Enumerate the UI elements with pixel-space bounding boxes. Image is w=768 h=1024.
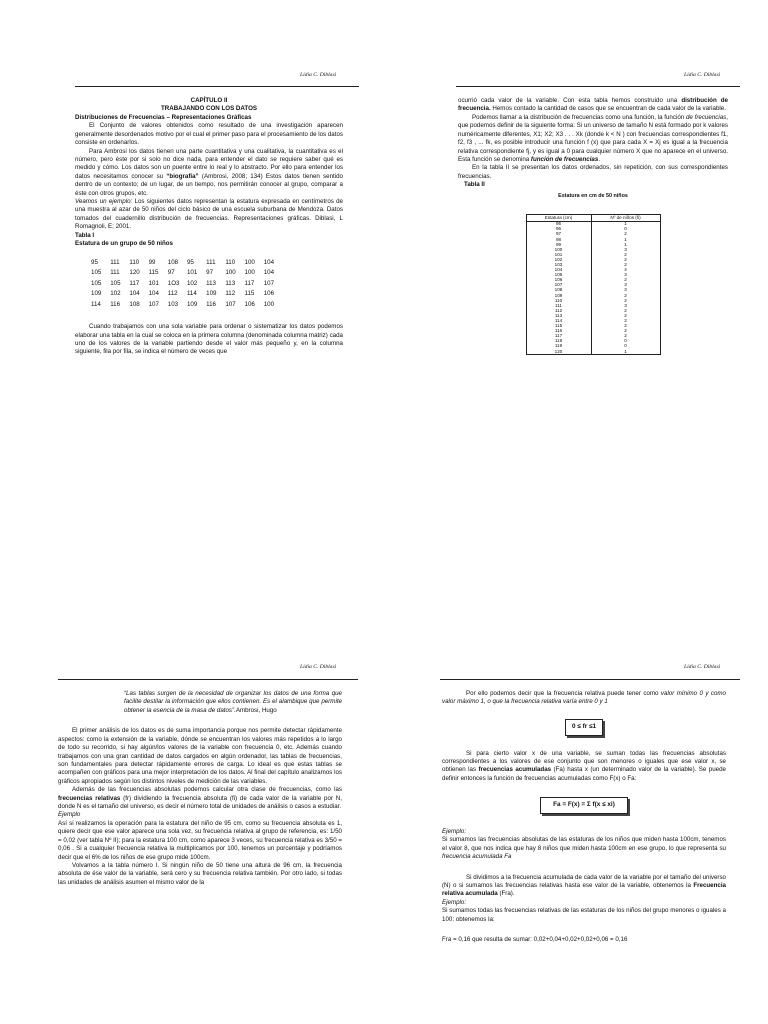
page1-header-rule: [75, 86, 359, 87]
height-cell: 113: [526, 314, 591, 319]
page2-header-author: Lidia C. Diblasi: [684, 72, 721, 78]
data-grid-cell: 102: [186, 279, 198, 287]
data-grid-row: [91, 269, 343, 280]
height-cell: 107: [526, 283, 591, 288]
data-grid-row: [91, 280, 343, 291]
chapter-number: CAPÍTULO II: [190, 97, 228, 104]
count-cell: 2: [591, 324, 660, 329]
data-grid-cell: 101: [186, 269, 198, 277]
height-cell: 112: [526, 309, 591, 314]
page3-header-author: Lidia C. Diblasi: [300, 664, 337, 670]
count-cell: 1: [591, 349, 660, 355]
data-grid-cell: 106: [244, 300, 255, 308]
example-label: Ejemplo: [58, 811, 81, 819]
count-cell: 1: [591, 237, 660, 242]
height-cell: 120: [526, 349, 591, 355]
data-grid-cell: 117: [129, 279, 140, 287]
data-grid-cell: 105: [91, 279, 102, 287]
data-grid-cell: 101: [148, 279, 159, 287]
table-title: Estatura de un grupo de 50 niños: [75, 240, 173, 248]
data-grid-row: [91, 290, 343, 301]
height-cell: 117: [526, 334, 591, 339]
data-grid-cell: 112: [225, 290, 236, 298]
count-cell: 3: [591, 303, 660, 308]
count-cell: 0: [591, 227, 660, 232]
data-grid-cell: 100: [263, 300, 275, 308]
height-cell: 96: [526, 227, 591, 232]
paragraph: Por ello podemos decir que la frecuencia relativa puede tener como valor mínimo 0 y como valor máximo 1, o que la frecuencia relativa varía entre 0 y 1: [442, 690, 726, 706]
paragraph: Podemos llamar a la distribución de frecuencias como una función, la función de frecuencias, que podemos definir de la siguiente forma: Si un universo de tamaño N está formado por k valores numéricamente diferentes, X1; X2; X3 . . . Xk (donde k < N ) con frecuencias correspondientes f1, f2, f3 , ... fk, es posible introducir una función f (x) que para cada X = Xj es igual a la frecuencia relativa correspondiente fj, y es igual a 0 para cualquier número X que no aparece en el universo. Esta función se denomina función de frecuencias.: [458, 113, 728, 163]
data-grid-cell: 113: [225, 279, 236, 287]
quote: “Las tablas surgen de la necesidad de organizar los datos de una forma que facilite destilar la información que ellos contienen. Es el alambique que permite obtener la esencia de la masa de datos”.Ambrosi, Hugo: [124, 690, 342, 714]
data-grid: [91, 259, 343, 312]
data-grid-cell: 100: [244, 269, 255, 277]
data-grid-cell: 110: [225, 258, 236, 266]
data-grid-cell: 108: [167, 258, 179, 266]
count-cell: 2: [591, 329, 660, 334]
data-grid-cell: 103: [167, 300, 179, 308]
count-cell: 1: [591, 242, 660, 247]
data-grid-cell: 109: [206, 290, 217, 298]
data-grid-cell: 95: [91, 258, 98, 266]
count-cell: 3: [591, 247, 660, 252]
data-grid-cell: 111: [206, 258, 216, 266]
data-grid-cell: 105: [91, 269, 102, 277]
paragraph: Veamos un ejemplo: Los siguientes datos representan la estatura expresada en centímetros de una muestra al azar de 50 niños del ciclo básico de una escuela suburbana de Mendoza. Datos tomados del cuadernillo distribución de frecuencias. Representaciones gráficas. Diblasi, L Romagnoli, E; 2001.: [75, 198, 343, 231]
paragraph: Así si realizamos la operación para la estatura del niño de 95 cm, como su frecuencia absoluta es 1, quiere decir que ese valor aparece una sola vez, su frecuencia relativa al grupo de referencia, es: 1/50 = 0,02 (ver tabla Nº II); para la estatura 100 cm, como aparece 3 veces, su frecuencia relativa es 3/50 = 0,06 . Si a cualquier frecuencia relativa la multiplicamos por 100, tenemos un porcentaje y podríamos decir que el 6% de los niños de ese grupo mide 100cm.: [58, 819, 342, 861]
paragraph: Volvamos a la tabla número I. Si ningún niño de 50 tiene una altura de 96 cm, la frecuencia absoluta de ése valor de la variable, será cero y su frecuencia relativa también. Por otro lado, si todas las unidades de análisis asumen el mismo valor de la: [58, 862, 342, 886]
section-title: Distribuciones de Frecuencias – Representaciones Gráficas: [75, 113, 252, 121]
height-cell: 103: [526, 263, 591, 268]
count-cell: 1: [591, 221, 660, 227]
data-grid-cell: 107: [263, 279, 275, 287]
data-grid-cell: 114: [186, 290, 197, 298]
page1-header-author: Lidia C. Diblasi: [300, 72, 337, 78]
height-cell: 115: [526, 324, 591, 329]
paragraph: Si para cierto valor x de una variable, se suman todas las frecuencias absolutas correspondientes a los valores de ese conjunto que son menores o iguales que ese valor x, se obtienen las frecuencias acumuladas (Fa) hasta x (un determinado valor de la variable). Se puede definir entonces la función de frecuencias acumuladas como F(x) o Fa:: [442, 749, 726, 782]
height-cell: 99: [526, 242, 591, 247]
data-grid-cell: 111: [110, 269, 120, 277]
page2-body: [458, 97, 728, 355]
count-cell: 2: [591, 334, 660, 339]
height-cell: 116: [526, 329, 591, 334]
data-grid-cell: 109: [186, 300, 198, 308]
page4-body: [442, 690, 726, 945]
data-grid-cell: 95: [186, 258, 194, 266]
paragraph: Si dividimos a la frecuencia acumulada de cada valor de la variable por el tamaño del universo (N) o si sumamos las frecuencias relativas hasta ese valor de la variable, obtenemos la Frecuencia relativa acumulada (Fra).: [442, 873, 726, 898]
count-cell: 3: [591, 288, 660, 293]
data-grid-cell: 104: [148, 290, 159, 298]
height-cell: 95: [526, 221, 591, 227]
height-cell: 119: [526, 344, 591, 349]
count-cell: 3: [591, 283, 660, 288]
height-cell: 108: [526, 288, 591, 293]
data-grid-cell: 107: [148, 300, 159, 308]
data-grid-cell: 110: [129, 258, 140, 266]
data-grid-cell: 100: [225, 269, 236, 277]
height-cell: 110: [526, 298, 591, 303]
data-grid-cell: 100: [244, 258, 255, 266]
height-cell: 101: [526, 253, 591, 258]
column-header: Estatura (cm): [526, 214, 591, 221]
formula-box: Fa = F(x) = Σ f(x ≤ xi): [540, 797, 628, 814]
page2-header-rule: [456, 86, 740, 87]
height-cell: 98: [526, 237, 591, 242]
data-grid-cell: 116: [110, 300, 121, 308]
data-grid-cell: 1O3: [167, 279, 180, 287]
data-grid-cell: 115: [244, 290, 255, 298]
data-grid-cell: 104: [129, 290, 140, 298]
page3-header-rule: [58, 679, 358, 680]
data-grid-cell: 97: [206, 269, 214, 277]
table-row: [526, 349, 660, 355]
count-cell: 2: [591, 253, 660, 258]
formula-line: Fra = 0,16 que resulta de sumar: 0,02+0,04+0,02+0,02+0,06 = 0,16: [442, 936, 628, 944]
height-cell: 118: [526, 339, 591, 344]
data-grid-cell: 112: [167, 290, 178, 298]
table-label: Tabla I: [75, 231, 95, 239]
count-cell: 2: [591, 314, 660, 319]
data-grid-cell: 115: [148, 269, 159, 277]
count-cell: 2: [591, 258, 660, 263]
formula-box: 0 ≤ fr ≤1: [565, 719, 603, 736]
data-grid-cell: 120: [129, 269, 140, 277]
data-grid-cell: 99: [148, 258, 156, 266]
table-title: Estatura en cm de 50 niños: [558, 192, 628, 199]
count-cell: 2: [591, 263, 660, 268]
chapter-title: TRABAJANDO CON LOS DATOS: [160, 105, 258, 113]
data-grid-cell: 104: [263, 258, 275, 266]
paragraph: En la tabla II se presentan los datos ordenados, sin repetición, con sus correspondientes frecuencias.: [458, 164, 728, 180]
data-grid-row: [91, 301, 343, 312]
data-grid-cell: 107: [225, 300, 236, 308]
count-cell: 2: [591, 309, 660, 314]
page3-body: [58, 690, 342, 887]
height-cell: 106: [526, 278, 591, 283]
paragraph: Cuando trabajamos con una sola variable para ordenar o sistematizar los datos podemos elaborar una tabla en la cual se coloca en la primera columna (denominada columna matriz) cada uno de los valores de la variable partiendo desde el valor más pequeño y, en la columna siguiente, fila por fila, se indica el número de veces que: [75, 323, 343, 356]
data-grid-cell: 114: [91, 300, 101, 308]
count-cell: 2: [591, 278, 660, 283]
height-cell: 104: [526, 268, 591, 273]
column-header: Nº de niños (fi): [591, 214, 660, 221]
page4-header-rule: [440, 679, 740, 680]
paragraph: Si sumamos las frecuencias absolutas de las estaturas de los niños que miden hasta 100cm, tenemos el valor 8, que nos indica que hay 8 niños que miden hasta 100cm en ese grupo, lo que representa su frecuencia acumulada Fa: [442, 836, 726, 861]
paragraph: Si sumamos todas las frecuencias relativas de las estaturas de los niños del grupo menores o iguales a 100: obtenemos la:: [442, 907, 726, 923]
count-cell: 2: [591, 232, 660, 237]
data-grid-cell: 116: [206, 300, 216, 308]
height-cell: 97: [526, 232, 591, 237]
paragraph: Para Ambrosi los datos tienen una parte cuantitativa y una cualitativa, la cuantitativa es el número, pero éste por si solo no dice nada, para entender el dato se requiere saber qué es medido y cómo. Los datos son un puente entre lo real y lo abstracto. Por ello para entender los datos necesitamos conocer su “biografía” (Ambrosi, 2008; 134) Estos datos tienen sentido dentro de un contexto; de un lugar, de un tiempo, nos permitirán conocer al grupo, comparar a éste con otros grupos, etc.: [75, 147, 344, 197]
data-grid-cell: 108: [129, 300, 140, 308]
table-label: Tabla II: [464, 181, 485, 189]
height-cell: 114: [526, 319, 591, 324]
data-grid-row: [91, 259, 343, 270]
height-cell: 109: [526, 293, 591, 298]
count-cell: 2: [591, 298, 660, 303]
example-label: Ejemplo:: [442, 898, 467, 906]
page1-body: [75, 97, 343, 357]
count-cell: 0: [591, 344, 660, 349]
count-cell: 2: [591, 319, 660, 324]
frequency-table: [526, 214, 661, 355]
paragraph: El Conjunto de valores obtenidos como resultado de una investigación aparecen generalmente desordenados motivo por el cual el primer paso para el procesamiento de los datos consiste en ordenarlos.: [75, 122, 343, 147]
page4-header-author: Lidia C. Diblasi: [684, 664, 721, 670]
height-cell: 102: [526, 258, 591, 263]
count-cell: 2: [591, 293, 660, 298]
paragraph: Además de las frecuencias absolutas podemos calcular otra clase de frecuencias, como las frecuencias relativas (fr) dividiendo la frecuencia absoluta (fi) de cada valor de la variable por N, donde N es el tamaño del universo, es decir el número total de unidades de análisis o casos a estudiar.: [58, 786, 342, 811]
data-grid-cell: 111: [110, 258, 120, 266]
height-cell: 100: [526, 247, 591, 252]
paragraph: ocurrió cada valor de la variable. Con esta tabla hemos construido una distribución de frecuencia. Hemos contado la cantidad de casos que se encuentran de cada valor de la variable.: [458, 97, 728, 113]
data-grid-cell: 109: [91, 290, 102, 298]
data-grid-cell: 106: [263, 290, 275, 298]
data-grid-cell: 97: [167, 269, 175, 277]
data-grid-cell: 117: [244, 279, 255, 287]
count-cell: 0: [591, 339, 660, 344]
height-cell: 111: [526, 303, 591, 308]
data-grid-cell: 102: [110, 290, 121, 298]
example-label: Ejemplo:: [442, 827, 467, 835]
data-grid-cell: 105: [110, 279, 121, 287]
count-cell: 4: [591, 268, 660, 273]
data-grid-cell: 113: [206, 279, 216, 287]
height-cell: 105: [526, 273, 591, 278]
data-grid-cell: 104: [263, 269, 275, 277]
paragraph: El primer análisis de los datos es de suma importancia porque nos permite detectar rápidamente aspectos: como la extensión de la variable, dónde se encuentran los valores más repetidos a lo largo de todo su recorrido, si hay algún/los valores de la variable con frecuencia 0, etc. Además cuando trabajamos con una gran cantidad de datos cargados en algún ordenador, las tablas de frecuencias, son fundamentales para detectar rápidamente errores de carga. Lo ideal es que estas tablas se acompañen con gráficos para una mejor interpretación de los datos. Al final del capítulo analizamos los gráficos apropiados según los distintos niveles de medición de las variables.: [58, 727, 342, 785]
count-cell: 3: [591, 273, 660, 278]
